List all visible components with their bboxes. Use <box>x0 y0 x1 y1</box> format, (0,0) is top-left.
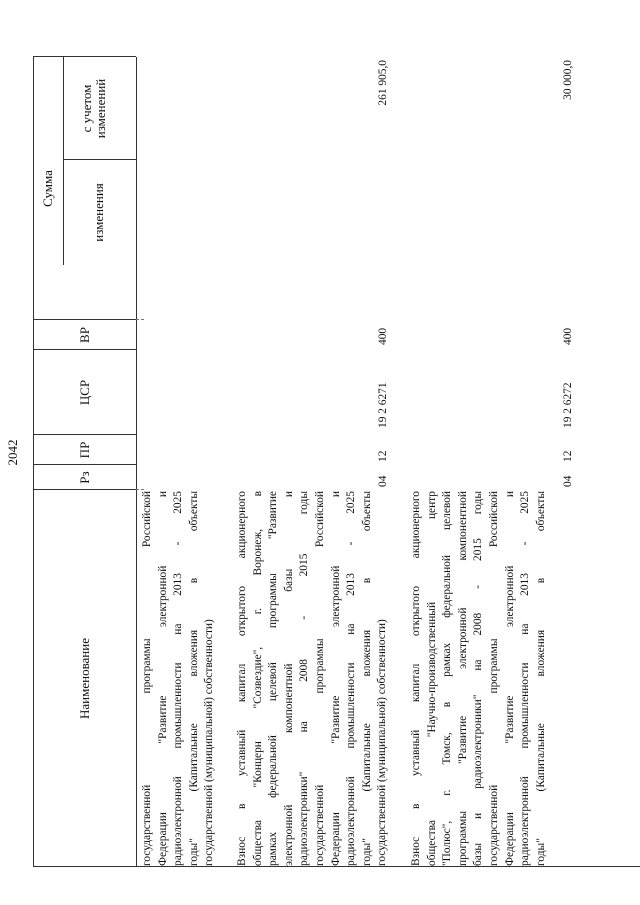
row-0-line: годы" (Капитальные вложения в объекты <box>187 491 200 866</box>
header-with-changes: с учетом изменений <box>79 78 108 139</box>
dashed-divider-2 <box>136 319 144 320</box>
row-2-vr: 400 <box>562 327 574 345</box>
header-pr: ПР <box>77 441 92 459</box>
header-sum: Сумма <box>40 170 55 207</box>
row-0-line: государственной (муниципальной) собственности) <box>203 619 216 866</box>
row-2-line: программы "Развитие электронной компонентной <box>456 491 469 866</box>
row-2-line: общества "Научно-производственный центр <box>425 491 438 866</box>
row-0-line: Федерации "Развитие электронной и <box>156 491 169 866</box>
row-0-line: радиоэлектронной промышленности на 2013 - 2025 <box>172 491 185 866</box>
row-1-line: радиоэлектроники" на 2008 - 2015 годы <box>298 491 311 866</box>
header-vr: ВР <box>77 327 92 343</box>
row-1-line: Федерации "Развитие электронной и <box>329 491 342 866</box>
row-2-line: базы и радиоэлектроники" на 2008 - 2015 годы <box>472 491 485 866</box>
row-1-line: годы" (Капитальные вложения в объекты <box>360 491 373 866</box>
row-1-line: государственной (муниципальной) собственности) <box>376 619 389 866</box>
header-name: Наименование <box>77 638 92 719</box>
row-1-total: 261 905,0 <box>377 60 389 106</box>
row-2-total: 30 000,0 <box>562 60 574 100</box>
row-1-pr: 12 <box>377 450 389 462</box>
row-2-line: Взнос в уставный капитал открытого акционерного <box>410 491 422 866</box>
row-2-line: Федерации "Развитие электронной и <box>503 491 516 866</box>
row-2-line: годы" (Капитальные вложения в объекты <box>534 491 547 866</box>
row-1-vr: 400 <box>377 327 389 345</box>
row-1-line: Взнос в уставный капитал открытого акционерного <box>236 491 248 866</box>
row-1-line: рамках федеральной целевой программы "Развитие <box>267 491 280 866</box>
row-2-description <box>409 491 549 866</box>
dashed-divider-1 <box>136 489 144 490</box>
row-1-line: электронной компонентной базы и <box>282 491 295 866</box>
row-2-csr: 19 2 6272 <box>562 382 574 428</box>
row-0-description <box>140 491 218 866</box>
row-1-rz: 04 <box>377 475 389 487</box>
header-csr: ЦСР <box>77 379 92 406</box>
row-1-line: общества "Концерн "Созвездие", г. Воронеж, в <box>251 491 264 866</box>
row-1-description <box>235 491 391 866</box>
page-number: 2042 <box>5 439 20 466</box>
row-1-line: радиоэлектронной промышленности на 2013 - 2025 <box>345 491 358 866</box>
row-1-csr: 19 2 6271 <box>377 382 389 428</box>
table-top-border <box>33 57 34 867</box>
row-2-rz: 04 <box>562 475 574 487</box>
header-rz: Рз <box>77 471 92 484</box>
row-2-line: "Полюс", г. Томск, в рамках федеральной целевой <box>441 491 454 866</box>
sum-subheader-line <box>63 57 64 265</box>
table-left-border <box>33 866 640 867</box>
row-2-line: радиоэлектронной промышленности на 2013 - 2025 <box>519 491 532 866</box>
header-changes: изменения <box>91 183 106 242</box>
table-header-bottom-border <box>136 57 137 867</box>
row-2-pr: 12 <box>562 450 574 462</box>
row-2-line: государственной программы Российской <box>487 491 500 866</box>
row-0-line: государственной программы Российской <box>141 491 153 866</box>
row-1-line: государственной программы Российской <box>313 491 326 866</box>
